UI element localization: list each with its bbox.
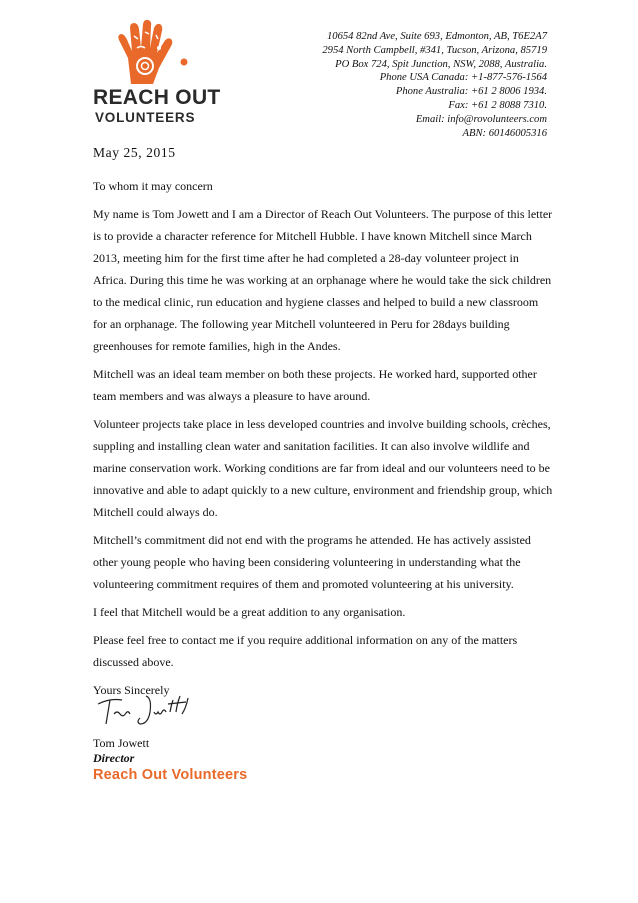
paragraph: My name is Tom Jowett and I am a Director of Reach Out Volunteers. The purpose of this letter is to provide a character reference for Mitchell Hubble. I have known Mitchell since March 2013, meeting him for the first time after he had completed a 28-day volunteer project in Africa. During this time he was working at an orphanage where he would take the sick children to the medical clinic, run education and hygiene classes and helped to build a new classroom for an orphanage. The following year Mitchell volunteered in Peru for 28days building greenhouses for remote families, high in the Andes. [93,207,553,353]
logo-text-reach-out: REACH OUT [93,86,221,109]
handprint-icon [101,18,201,88]
signatory-title: Director [93,751,135,765]
address-line: 2954 North Campbell, #341, Tucson, Arizona, 85719 [322,44,547,56]
signatory-organization: Reach Out Volunteers [93,767,248,783]
paragraph: I feel that Mitchell would be a great addition to any organisation. [93,605,406,619]
handwritten-signature [96,690,216,735]
abn: ABN: 60146005316 [462,127,547,139]
closing: Yours Sincerely [93,683,170,697]
logo-text-volunteers: VOLUNTEERS [95,110,196,125]
phone-usa-canada: Phone USA Canada: +1-877-576-1564 [379,72,547,84]
letter-body [93,175,553,707]
paragraph: Volunteer projects take place in less developed countries and involve building schools, crèches, suppling and installing clean water and sanitation facilities. It can also involve wildlife and marine conservation work. Working conditions are far from ideal and our volunteers need to be innovative and able to adapt quickly to a new culture, environment and friendship group, which Mitchell could always do. [93,417,553,519]
fax: Fax: +61 2 8088 7310. [448,99,547,111]
letterhead-address [322,30,547,140]
company-logo [93,18,223,126]
paragraph: Mitchell’s commitment did not end with the programs he attended. He has actively assisted other young people who having been considering volunteering in understanding what the volunteering commitment requires of them and promoted volunteering at his university. [93,533,531,591]
phone-australia: Phone Australia: +61 2 8006 1934. [395,86,547,98]
email: Email: info@rovolunteers.com [415,113,547,125]
paragraph: Mitchell was an ideal team member on both these projects. He worked hard, supported other team members and was always a pleasure to have around. [93,367,537,403]
address-line: 10654 82nd Ave, Suite 693, Edmonton, AB, T6E2A7 [326,31,547,42]
letter-date: May 25, 2015 [93,145,176,160]
salutation: To whom it may concern [93,179,213,193]
address-line: PO Box 724, Spit Junction, NSW, 2088, Australia. [335,58,547,70]
paragraph: Please feel free to contact me if you require additional information on any of the matters discussed above. [93,633,518,669]
signatory-name: Tom Jowett [93,736,150,750]
